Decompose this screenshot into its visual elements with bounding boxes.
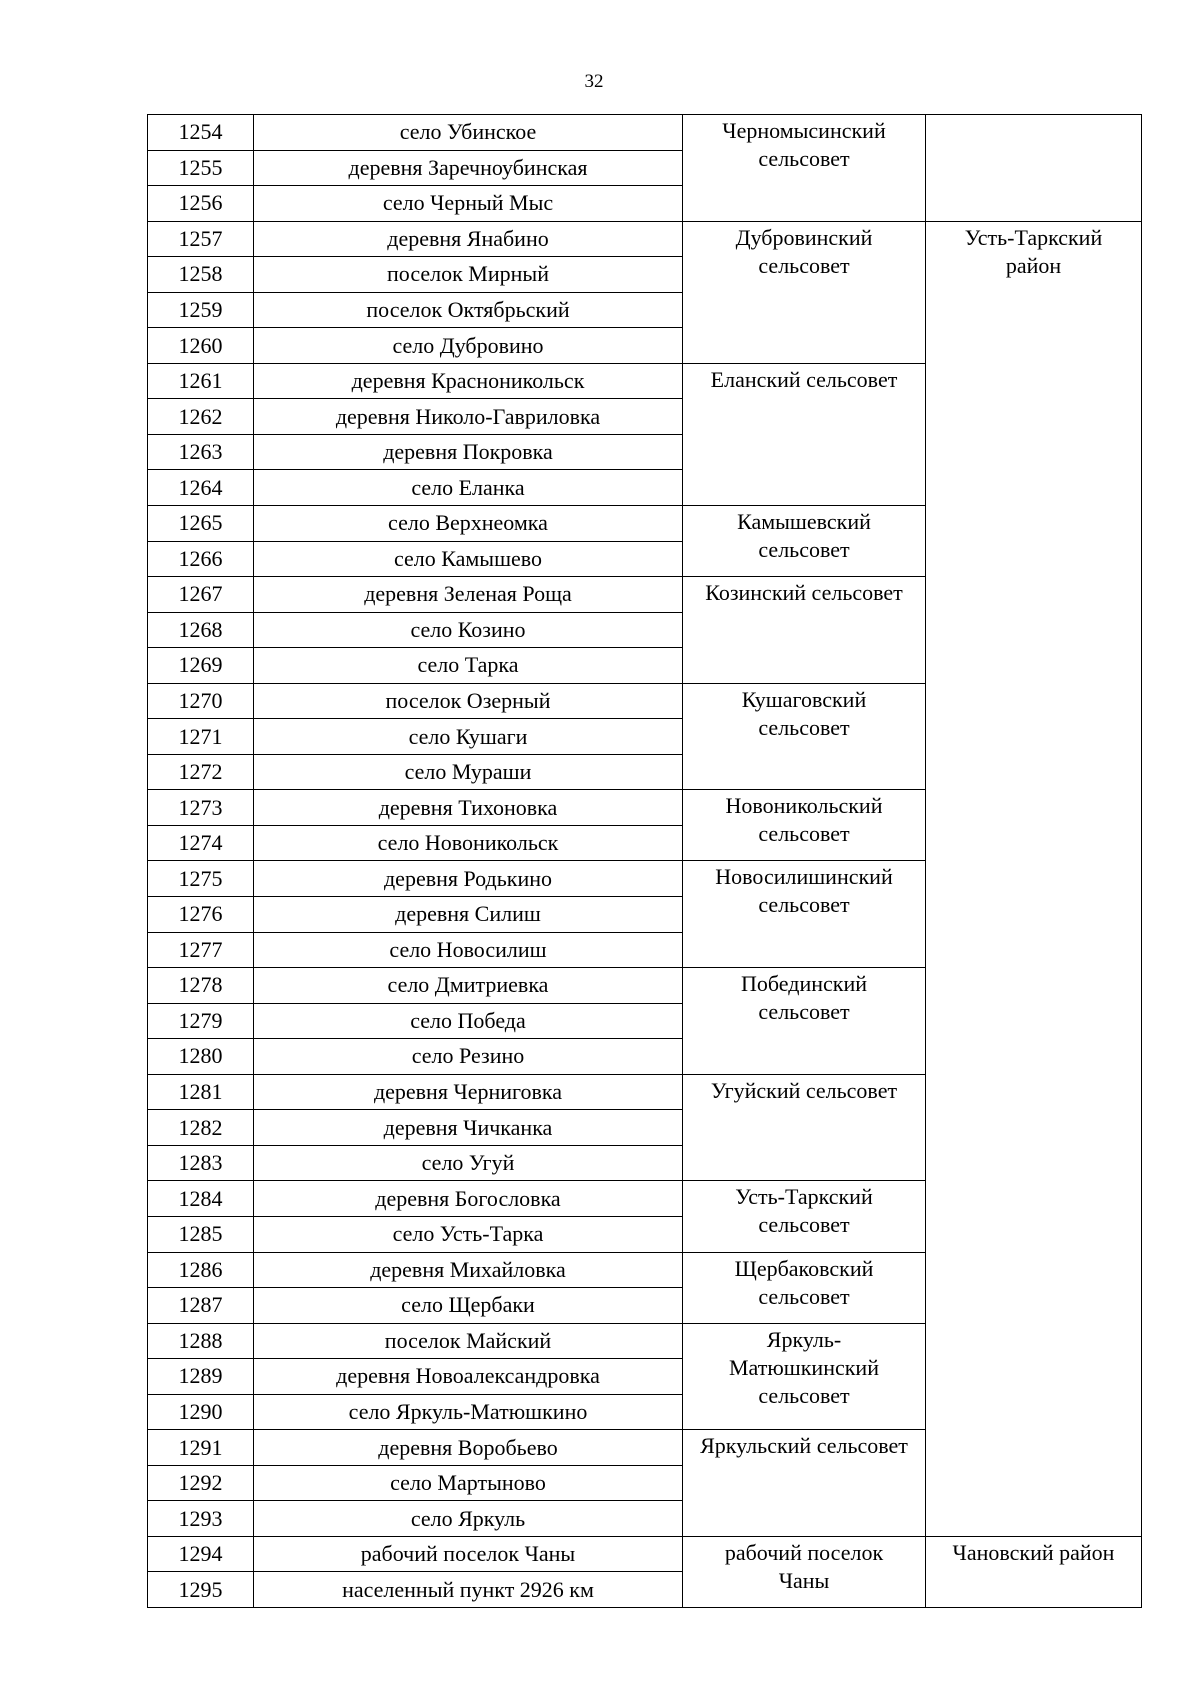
row-number: 1264	[148, 470, 254, 506]
row-number: 1272	[148, 754, 254, 790]
settlement-name: село Новосилиш	[254, 932, 683, 968]
row-number: 1284	[148, 1181, 254, 1217]
settlement-name: поселок Мирный	[254, 257, 683, 293]
settlement-name: село Мураши	[254, 754, 683, 790]
settlement-name: село Яркуль-Матюшкино	[254, 1394, 683, 1430]
row-number: 1265	[148, 506, 254, 542]
council-cell	[683, 861, 926, 968]
council-cell-line: Кушаговский	[741, 686, 867, 712]
council-cell-line: сельсовет	[758, 892, 850, 918]
settlement-name: деревня Покровка	[254, 434, 683, 470]
row-number: 1262	[148, 399, 254, 435]
row-number: 1275	[148, 861, 254, 897]
settlement-name: деревня Чичканка	[254, 1110, 683, 1146]
table-row	[148, 1536, 1142, 1572]
council-cell	[683, 683, 926, 790]
council-cell	[683, 115, 926, 222]
district-cell-line: район	[1005, 252, 1062, 278]
council-cell-line: Еланский сельсовет	[710, 366, 898, 392]
council-cell-line: сельсовет	[758, 1283, 850, 1309]
row-number: 1255	[148, 150, 254, 186]
settlements-table	[147, 114, 1142, 1608]
settlement-name: село Яркуль	[254, 1501, 683, 1537]
council-cell-line: рабочий поселок	[724, 1539, 884, 1565]
settlement-name: село Усть-Тарка	[254, 1216, 683, 1252]
council-cell-line: Новосилишинский	[715, 864, 893, 890]
settlement-name: село Козино	[254, 612, 683, 648]
row-number: 1282	[148, 1110, 254, 1146]
row-number: 1292	[148, 1465, 254, 1501]
settlement-name: поселок Майский	[254, 1323, 683, 1359]
council-cell	[683, 363, 926, 505]
settlement-name: село Мартыново	[254, 1465, 683, 1501]
settlement-name: село Резино	[254, 1039, 683, 1075]
council-cell-line: Побединский	[740, 971, 867, 997]
row-number: 1278	[148, 968, 254, 1004]
settlement-name: село Тарка	[254, 648, 683, 684]
row-number: 1258	[148, 257, 254, 293]
settlement-name: село Победа	[254, 1003, 683, 1039]
settlement-name: рабочий поселок Чаны	[254, 1536, 683, 1572]
council-cell-line: сельсовет	[758, 714, 850, 740]
row-number: 1274	[148, 825, 254, 861]
row-number: 1269	[148, 648, 254, 684]
settlement-name: село Убинское	[254, 115, 683, 151]
settlement-name: деревня Родькино	[254, 861, 683, 897]
row-number: 1283	[148, 1145, 254, 1181]
council-cell-line: Яркуль-	[766, 1326, 842, 1352]
district-cell	[926, 1536, 1142, 1607]
settlement-name: деревня Михайловка	[254, 1252, 683, 1288]
settlement-name: село Верхнеомка	[254, 506, 683, 542]
council-cell	[683, 221, 926, 363]
row-number: 1267	[148, 577, 254, 613]
settlement-name: поселок Озерный	[254, 683, 683, 719]
row-number: 1268	[148, 612, 254, 648]
row-number: 1293	[148, 1501, 254, 1537]
council-cell	[683, 506, 926, 577]
settlement-name: деревня Николо-Гавриловка	[254, 399, 683, 435]
council-cell-line: Яркульский сельсовет	[700, 1433, 908, 1459]
row-number: 1256	[148, 186, 254, 222]
council-cell-line: Щербаковский	[734, 1255, 874, 1281]
district-cell-line: Усть-Таркский	[964, 224, 1103, 250]
table-row	[148, 115, 1142, 151]
council-cell	[683, 1430, 926, 1537]
council-cell-line: Новоникольский	[725, 793, 883, 819]
settlement-name: поселок Октябрьский	[254, 292, 683, 328]
page-number: 32	[584, 71, 604, 92]
council-cell	[683, 790, 926, 861]
settlement-name: село Еланка	[254, 470, 683, 506]
settlement-name: село Черный Мыс	[254, 186, 683, 222]
table-row	[148, 221, 1142, 257]
table-body	[148, 115, 1142, 1608]
council-cell-line: сельсовет	[758, 146, 850, 171]
council-cell-line: Угуйский сельсовет	[710, 1077, 898, 1103]
row-number: 1261	[148, 363, 254, 399]
council-cell-line: сельсовет	[758, 1212, 850, 1238]
district-cell	[926, 115, 1142, 222]
council-cell	[683, 577, 926, 684]
row-number: 1294	[148, 1536, 254, 1572]
settlement-name: деревня Воробьево	[254, 1430, 683, 1466]
council-cell-line: Дубровинский	[735, 224, 873, 250]
council-cell	[683, 1181, 926, 1252]
council-cell-line: сельсовет	[758, 821, 850, 847]
council-cell	[683, 1252, 926, 1323]
row-number: 1290	[148, 1394, 254, 1430]
row-number: 1270	[148, 683, 254, 719]
row-number: 1273	[148, 790, 254, 826]
council-cell-line: Усть-Таркский	[735, 1184, 873, 1210]
row-number: 1277	[148, 932, 254, 968]
district-cell-line: Чановский район	[952, 1539, 1115, 1565]
council-cell-line: Чаны	[778, 1567, 830, 1593]
council-cell	[683, 1536, 926, 1607]
council-cell	[683, 968, 926, 1075]
settlement-name: деревня Черниговка	[254, 1074, 683, 1110]
row-number: 1291	[148, 1430, 254, 1466]
row-number: 1260	[148, 328, 254, 364]
settlement-name: село Камышево	[254, 541, 683, 577]
row-number: 1263	[148, 434, 254, 470]
row-number: 1286	[148, 1252, 254, 1288]
row-number: 1266	[148, 541, 254, 577]
council-cell-line: Матюшкинский	[729, 1354, 879, 1380]
council-cell-line: сельсовет	[758, 537, 850, 563]
row-number: 1289	[148, 1359, 254, 1395]
settlement-name: деревня Богословка	[254, 1181, 683, 1217]
row-number: 1271	[148, 719, 254, 755]
row-number: 1281	[148, 1074, 254, 1110]
row-number: 1295	[148, 1572, 254, 1608]
settlement-name: село Дубровино	[254, 328, 683, 364]
council-cell-line: Камышевский	[737, 509, 871, 535]
row-number: 1259	[148, 292, 254, 328]
council-cell	[683, 1323, 926, 1430]
district-cell	[926, 221, 1142, 1536]
settlement-name: село Новоникольск	[254, 825, 683, 861]
settlement-name: деревня Янабино	[254, 221, 683, 257]
settlement-name: деревня Заречноубинская	[254, 150, 683, 186]
council-cell-line: сельсовет	[758, 999, 850, 1025]
settlement-name: деревня Красноникольск	[254, 363, 683, 399]
row-number: 1285	[148, 1216, 254, 1252]
council-cell-line: Козинский сельсовет	[705, 580, 903, 606]
settlement-name: село Щербаки	[254, 1288, 683, 1324]
row-number: 1287	[148, 1288, 254, 1324]
settlement-name: населенный пункт 2926 км	[254, 1572, 683, 1608]
settlement-name: село Кушаги	[254, 719, 683, 755]
settlement-name: деревня Новоалександровка	[254, 1359, 683, 1395]
row-number: 1279	[148, 1003, 254, 1039]
settlement-name: деревня Тихоновка	[254, 790, 683, 826]
row-number: 1280	[148, 1039, 254, 1075]
settlement-name: деревня Зеленая Роща	[254, 577, 683, 613]
row-number: 1276	[148, 897, 254, 933]
row-number: 1254	[148, 115, 254, 151]
council-cell	[683, 1074, 926, 1181]
settlement-name: село Дмитриевка	[254, 968, 683, 1004]
settlement-name: деревня Силиш	[254, 897, 683, 933]
settlement-name: село Угуй	[254, 1145, 683, 1181]
council-cell-line: сельсовет	[758, 1382, 850, 1408]
row-number: 1257	[148, 221, 254, 257]
council-cell-line: Черномысинский	[722, 118, 886, 143]
council-cell-line: сельсовет	[758, 252, 850, 278]
row-number: 1288	[148, 1323, 254, 1359]
